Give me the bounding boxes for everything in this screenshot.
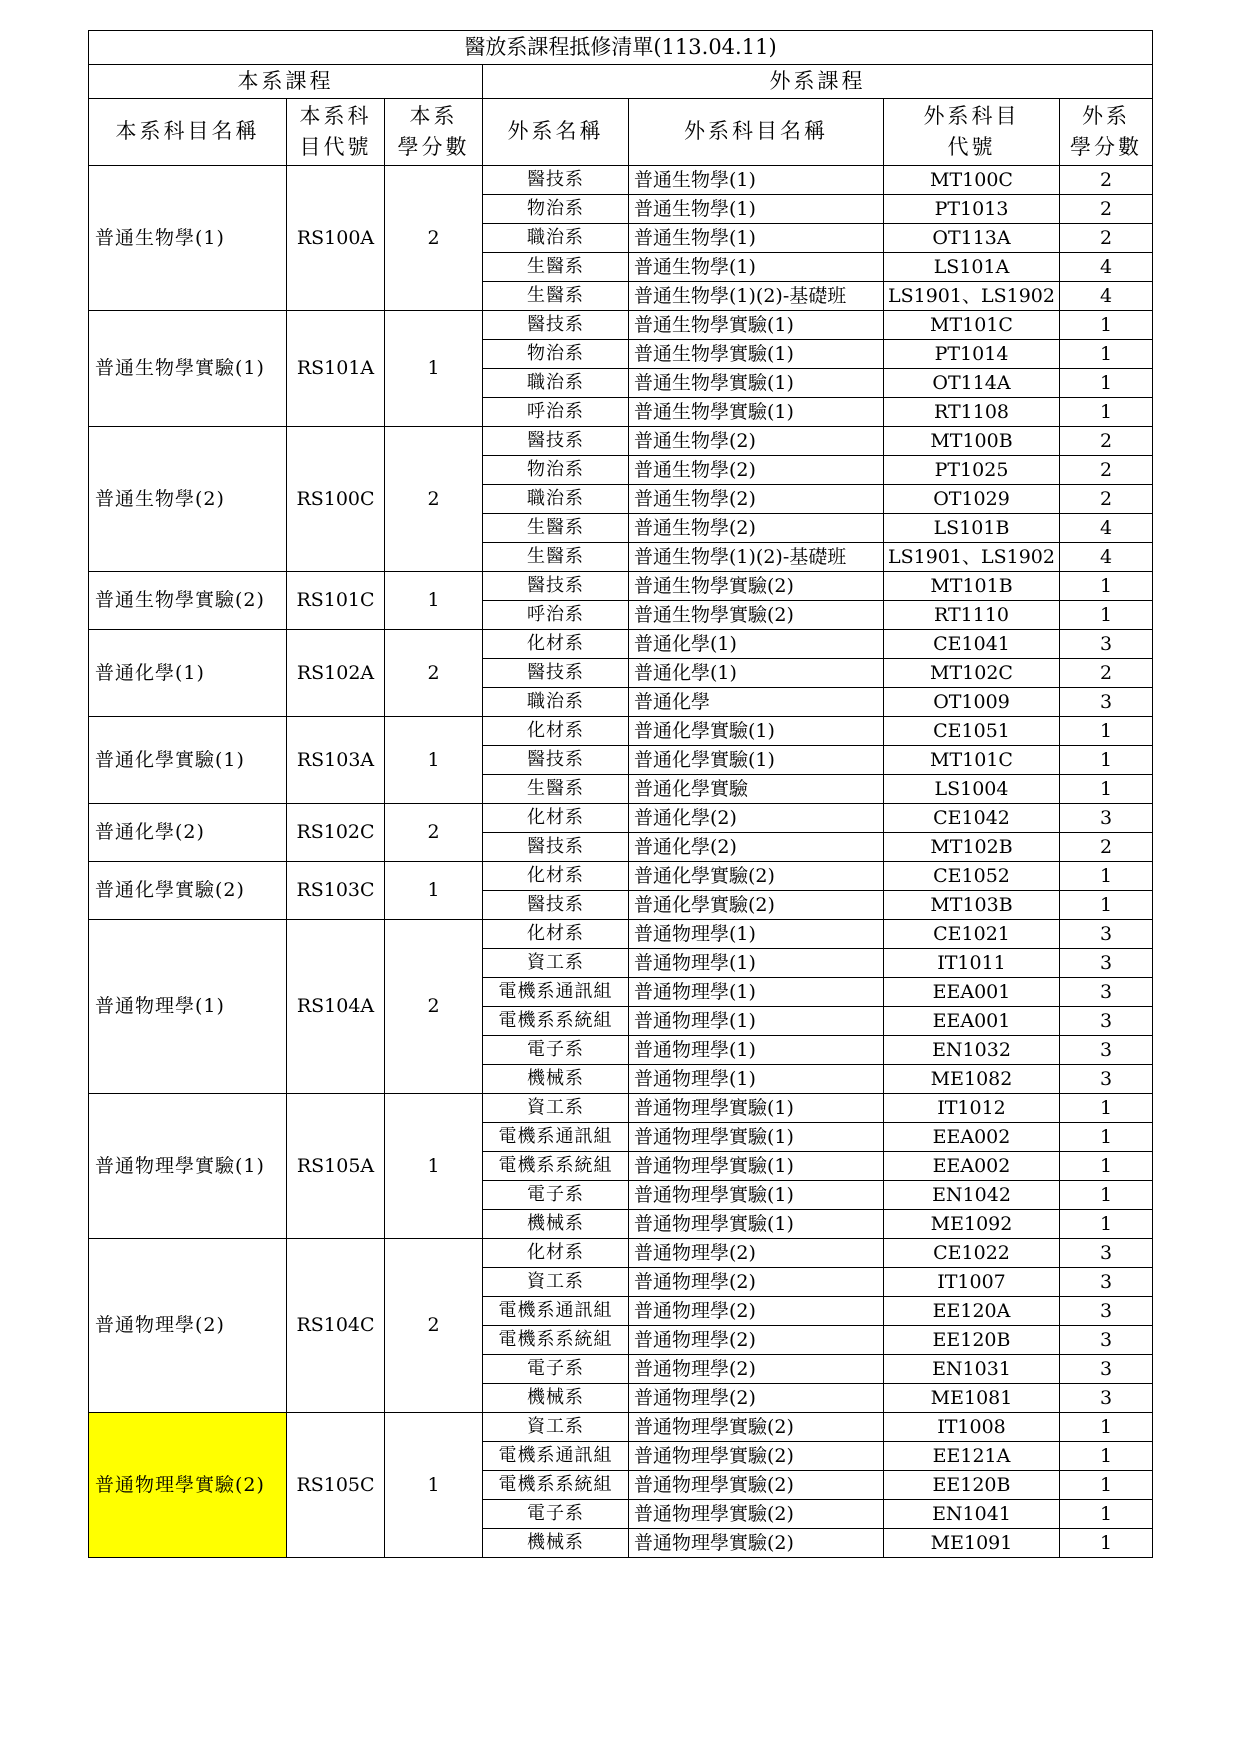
foreign-course-credits: 1 (1060, 746, 1153, 775)
foreign-course-name: 普通物理學實驗(2) (629, 1529, 884, 1558)
own-course-code: RS101A (287, 311, 385, 427)
foreign-department: 電機系系統組 (483, 1326, 629, 1355)
foreign-course-code: CE1041 (884, 630, 1060, 659)
foreign-course-code: IT1011 (884, 949, 1060, 978)
foreign-course-name: 普通物理學實驗(2) (629, 1500, 884, 1529)
foreign-department: 醫技系 (483, 427, 629, 456)
foreign-course-code: EEA002 (884, 1152, 1060, 1181)
header-foreign-course-code (884, 99, 1060, 166)
foreign-department: 化材系 (483, 630, 629, 659)
foreign-course-code: IT1012 (884, 1094, 1060, 1123)
foreign-department: 資工系 (483, 1094, 629, 1123)
foreign-course-name: 普通生物學(2) (629, 427, 884, 456)
foreign-course-code: EN1032 (884, 1036, 1060, 1065)
own-course-code: RS104C (287, 1239, 385, 1413)
foreign-course-code: EE121A (884, 1442, 1060, 1471)
foreign-department: 電機系系統組 (483, 1471, 629, 1500)
foreign-course-name: 普通生物學實驗(1) (629, 398, 884, 427)
foreign-department: 電機系通訊組 (483, 1123, 629, 1152)
foreign-department: 生醫系 (483, 253, 629, 282)
foreign-course-code: CE1042 (884, 804, 1060, 833)
foreign-department: 電子系 (483, 1500, 629, 1529)
own-course-code: RS103A (287, 717, 385, 804)
table-row (89, 1413, 1153, 1442)
foreign-course-credits: 1 (1060, 311, 1153, 340)
foreign-department: 機械系 (483, 1210, 629, 1239)
foreign-course-credits: 1 (1060, 717, 1153, 746)
foreign-course-name: 普通生物學(1) (629, 253, 884, 282)
own-course-credits: 2 (385, 804, 483, 862)
own-course-credits: 2 (385, 1239, 483, 1413)
foreign-course-credits: 1 (1060, 1181, 1153, 1210)
foreign-course-code: OT113A (884, 224, 1060, 253)
table-row (89, 717, 1153, 746)
foreign-department: 生醫系 (483, 514, 629, 543)
foreign-department: 生醫系 (483, 282, 629, 311)
foreign-department: 電子系 (483, 1355, 629, 1384)
foreign-course-code: MT101C (884, 746, 1060, 775)
foreign-course-credits: 1 (1060, 1210, 1153, 1239)
own-course-credits: 2 (385, 920, 483, 1094)
foreign-course-credits: 3 (1060, 920, 1153, 949)
foreign-course-name: 普通物理學(1) (629, 1065, 884, 1094)
header-own-credits (385, 99, 483, 166)
table-row (89, 311, 1153, 340)
foreign-course-code: EE120A (884, 1297, 1060, 1326)
foreign-department: 職治系 (483, 485, 629, 514)
header-own-code-line1: 本系科 (299, 103, 372, 128)
own-course-name: 普通物理學實驗(1) (89, 1094, 287, 1239)
foreign-course-code: LS101B (884, 514, 1060, 543)
course-equivalence-table (88, 30, 1153, 1558)
foreign-course-credits: 2 (1060, 456, 1153, 485)
foreign-course-credits: 3 (1060, 1355, 1153, 1384)
own-course-code: RS102C (287, 804, 385, 862)
foreign-course-name: 普通物理學(2) (629, 1384, 884, 1413)
foreign-course-name: 普通生物學(1) (629, 224, 884, 253)
foreign-course-code: ME1081 (884, 1384, 1060, 1413)
foreign-course-name: 普通物理學(2) (629, 1268, 884, 1297)
foreign-course-name: 普通化學實驗(2) (629, 891, 884, 920)
foreign-course-code: MT103B (884, 891, 1060, 920)
foreign-course-credits: 2 (1060, 659, 1153, 688)
foreign-course-code: ME1091 (884, 1529, 1060, 1558)
foreign-course-code: RT1108 (884, 398, 1060, 427)
foreign-course-name: 普通生物學(2) (629, 456, 884, 485)
foreign-course-name: 普通生物學實驗(2) (629, 572, 884, 601)
own-course-code: RS101C (287, 572, 385, 630)
foreign-course-code: IT1007 (884, 1268, 1060, 1297)
header-own-credit-line1: 本系 (409, 103, 458, 128)
own-course-name: 普通物理學(2) (89, 1239, 287, 1413)
foreign-course-credits: 1 (1060, 891, 1153, 920)
foreign-department: 醫技系 (483, 833, 629, 862)
own-course-name: 普通生物學實驗(2) (89, 572, 287, 630)
foreign-department: 物治系 (483, 195, 629, 224)
foreign-courses-group-header: 外系課程 (483, 65, 1153, 99)
foreign-course-name: 普通物理學(1) (629, 1007, 884, 1036)
foreign-course-name: 普通生物學(2) (629, 485, 884, 514)
foreign-course-code: EE120B (884, 1471, 1060, 1500)
foreign-course-credits: 1 (1060, 369, 1153, 398)
own-course-code: RS103C (287, 862, 385, 920)
foreign-course-credits: 3 (1060, 630, 1153, 659)
foreign-course-credits: 3 (1060, 1297, 1153, 1326)
foreign-course-credits: 2 (1060, 166, 1153, 195)
own-course-name: 普通生物學(2) (89, 427, 287, 572)
header-foreign-code-line1: 外系科目 (923, 103, 1020, 128)
foreign-course-code: CE1052 (884, 862, 1060, 891)
foreign-course-code: EN1042 (884, 1181, 1060, 1210)
foreign-course-name: 普通化學(1) (629, 630, 884, 659)
foreign-course-code: MT102C (884, 659, 1060, 688)
own-course-name: 普通物理學(1) (89, 920, 287, 1094)
foreign-course-credits: 1 (1060, 1529, 1153, 1558)
foreign-department: 電機系系統組 (483, 1007, 629, 1036)
table-body (89, 166, 1153, 1558)
foreign-course-name: 普通生物學(1)(2)-基礎班 (629, 282, 884, 311)
foreign-department: 化材系 (483, 804, 629, 833)
table-title: 醫放系課程抵修清單(113.04.11) (89, 31, 1153, 65)
foreign-course-credits: 1 (1060, 775, 1153, 804)
foreign-course-credits: 1 (1060, 340, 1153, 369)
foreign-course-credits: 4 (1060, 543, 1153, 572)
foreign-course-name: 普通物理學(1) (629, 920, 884, 949)
own-course-code: RS102A (287, 630, 385, 717)
foreign-department: 電機系通訊組 (483, 1297, 629, 1326)
foreign-course-credits: 4 (1060, 253, 1153, 282)
foreign-course-credits: 3 (1060, 1036, 1153, 1065)
foreign-course-credits: 1 (1060, 1152, 1153, 1181)
foreign-course-credits: 3 (1060, 1065, 1153, 1094)
own-courses-group-header: 本系課程 (89, 65, 483, 99)
foreign-course-credits: 3 (1060, 1239, 1153, 1268)
foreign-course-code: CE1051 (884, 717, 1060, 746)
header-foreign-code-line2: 代號 (947, 135, 996, 159)
foreign-course-name: 普通物理學(1) (629, 978, 884, 1007)
table-row (89, 804, 1153, 833)
foreign-course-code: LS1004 (884, 775, 1060, 804)
foreign-course-name: 普通物理學實驗(1) (629, 1123, 884, 1152)
foreign-course-code: PT1014 (884, 340, 1060, 369)
foreign-course-name: 普通物理學(2) (629, 1239, 884, 1268)
foreign-department: 呼治系 (483, 601, 629, 630)
own-course-code: RS105A (287, 1094, 385, 1239)
own-course-credits: 1 (385, 1413, 483, 1558)
foreign-course-credits: 1 (1060, 1442, 1153, 1471)
foreign-department: 醫技系 (483, 746, 629, 775)
own-course-credits: 1 (385, 1094, 483, 1239)
foreign-course-name: 普通物理學(2) (629, 1326, 884, 1355)
foreign-course-code: LS101A (884, 253, 1060, 282)
foreign-course-code: MT101B (884, 572, 1060, 601)
foreign-course-code: LS1901、LS1902 (884, 282, 1060, 311)
foreign-course-code: OT1009 (884, 688, 1060, 717)
table-row (89, 862, 1153, 891)
foreign-course-name: 普通生物學實驗(1) (629, 311, 884, 340)
foreign-course-credits: 3 (1060, 1007, 1153, 1036)
foreign-department: 電機系通訊組 (483, 978, 629, 1007)
foreign-course-code: EEA001 (884, 1007, 1060, 1036)
foreign-course-credits: 1 (1060, 398, 1153, 427)
own-course-credits: 2 (385, 427, 483, 572)
foreign-course-code: EN1041 (884, 1500, 1060, 1529)
foreign-department: 醫技系 (483, 659, 629, 688)
foreign-department: 醫技系 (483, 572, 629, 601)
own-course-name: 普通化學實驗(1) (89, 717, 287, 804)
own-course-name: 普通化學(1) (89, 630, 287, 717)
header-foreign-credit-line2: 學分數 (1070, 135, 1143, 159)
foreign-course-name: 普通化學實驗(1) (629, 746, 884, 775)
foreign-course-credits: 4 (1060, 514, 1153, 543)
foreign-course-name: 普通生物學實驗(1) (629, 369, 884, 398)
foreign-course-name: 普通物理學實驗(1) (629, 1210, 884, 1239)
foreign-course-name: 普通化學實驗(1) (629, 717, 884, 746)
foreign-course-code: OT114A (884, 369, 1060, 398)
foreign-department: 化材系 (483, 920, 629, 949)
foreign-course-code: MT100B (884, 427, 1060, 456)
foreign-department: 電機系通訊組 (483, 1442, 629, 1471)
foreign-course-credits: 2 (1060, 224, 1153, 253)
foreign-course-credits: 2 (1060, 485, 1153, 514)
foreign-course-name: 普通物理學實驗(1) (629, 1152, 884, 1181)
foreign-course-credits: 1 (1060, 601, 1153, 630)
table-row (89, 630, 1153, 659)
foreign-course-code: PT1025 (884, 456, 1060, 485)
foreign-course-code: MT100C (884, 166, 1060, 195)
foreign-course-code: EEA001 (884, 978, 1060, 1007)
foreign-course-name: 普通物理學(1) (629, 1036, 884, 1065)
foreign-course-credits: 2 (1060, 833, 1153, 862)
foreign-department: 物治系 (483, 456, 629, 485)
foreign-course-name: 普通物理學實驗(2) (629, 1442, 884, 1471)
foreign-course-code: MT101C (884, 311, 1060, 340)
own-course-credits: 2 (385, 166, 483, 311)
foreign-course-name: 普通物理學實驗(2) (629, 1413, 884, 1442)
own-course-name: 普通生物學實驗(1) (89, 311, 287, 427)
foreign-department: 電子系 (483, 1036, 629, 1065)
header-own-credit-line2: 學分數 (397, 135, 470, 159)
table-row (89, 572, 1153, 601)
foreign-department: 機械系 (483, 1529, 629, 1558)
foreign-course-code: EE120B (884, 1326, 1060, 1355)
foreign-course-credits: 4 (1060, 282, 1153, 311)
foreign-course-credits: 3 (1060, 804, 1153, 833)
foreign-course-name: 普通物理學實驗(2) (629, 1471, 884, 1500)
foreign-course-code: ME1082 (884, 1065, 1060, 1094)
foreign-department: 醫技系 (483, 891, 629, 920)
foreign-department: 化材系 (483, 862, 629, 891)
table-row (89, 1239, 1153, 1268)
foreign-course-name: 普通物理學(2) (629, 1297, 884, 1326)
foreign-department: 醫技系 (483, 311, 629, 340)
foreign-course-name: 普通化學(1) (629, 659, 884, 688)
own-course-name: 普通生物學(1) (89, 166, 287, 311)
foreign-course-credits: 3 (1060, 949, 1153, 978)
foreign-course-name: 普通生物學(1) (629, 166, 884, 195)
foreign-course-credits: 1 (1060, 1471, 1153, 1500)
own-course-credits: 1 (385, 572, 483, 630)
foreign-course-name: 普通生物學(2) (629, 514, 884, 543)
foreign-department: 物治系 (483, 340, 629, 369)
header-foreign-department: 外系名稱 (483, 99, 629, 166)
foreign-course-code: MT102B (884, 833, 1060, 862)
own-course-code: RS104A (287, 920, 385, 1094)
table-row (89, 920, 1153, 949)
foreign-department: 職治系 (483, 688, 629, 717)
foreign-course-code: OT1029 (884, 485, 1060, 514)
own-course-code: RS100C (287, 427, 385, 572)
foreign-department: 生醫系 (483, 775, 629, 804)
foreign-department: 電機系系統組 (483, 1152, 629, 1181)
header-foreign-credits (1060, 99, 1153, 166)
foreign-course-credits: 3 (1060, 978, 1153, 1007)
foreign-course-name: 普通化學實驗 (629, 775, 884, 804)
foreign-course-credits: 3 (1060, 1268, 1153, 1297)
foreign-course-name: 普通物理學(2) (629, 1355, 884, 1384)
foreign-department: 電子系 (483, 1181, 629, 1210)
document-page (88, 30, 1152, 1558)
own-course-code: RS100A (287, 166, 385, 311)
foreign-course-code: PT1013 (884, 195, 1060, 224)
foreign-course-code: ME1092 (884, 1210, 1060, 1239)
foreign-course-name: 普通化學(2) (629, 833, 884, 862)
foreign-course-name: 普通生物學(1) (629, 195, 884, 224)
own-course-name: 普通物理學實驗(2) (89, 1413, 287, 1558)
foreign-course-name: 普通化學(2) (629, 804, 884, 833)
foreign-course-name: 普通化學 (629, 688, 884, 717)
foreign-course-credits: 1 (1060, 862, 1153, 891)
own-course-credits: 1 (385, 862, 483, 920)
foreign-course-credits: 1 (1060, 1413, 1153, 1442)
foreign-course-code: RT1110 (884, 601, 1060, 630)
own-course-credits: 1 (385, 717, 483, 804)
own-course-name: 普通化學實驗(2) (89, 862, 287, 920)
foreign-course-name: 普通化學實驗(2) (629, 862, 884, 891)
foreign-department: 化材系 (483, 1239, 629, 1268)
foreign-course-name: 普通物理學(1) (629, 949, 884, 978)
foreign-course-credits: 1 (1060, 1094, 1153, 1123)
foreign-course-name: 普通物理學實驗(1) (629, 1181, 884, 1210)
foreign-department: 資工系 (483, 1413, 629, 1442)
foreign-department: 職治系 (483, 369, 629, 398)
foreign-course-code: IT1008 (884, 1413, 1060, 1442)
foreign-course-name: 普通生物學(1)(2)-基礎班 (629, 543, 884, 572)
header-own-course-code (287, 99, 385, 166)
foreign-course-name: 普通生物學實驗(2) (629, 601, 884, 630)
foreign-department: 化材系 (483, 717, 629, 746)
foreign-department: 醫技系 (483, 166, 629, 195)
foreign-department: 資工系 (483, 1268, 629, 1297)
foreign-course-code: EEA002 (884, 1123, 1060, 1152)
foreign-course-credits: 1 (1060, 572, 1153, 601)
table-row (89, 166, 1153, 195)
own-course-credits: 1 (385, 311, 483, 427)
header-own-code-line2: 目代號 (299, 135, 372, 159)
foreign-course-credits: 1 (1060, 1500, 1153, 1529)
table-row (89, 427, 1153, 456)
foreign-department: 機械系 (483, 1384, 629, 1413)
foreign-department: 職治系 (483, 224, 629, 253)
header-own-course-name: 本系科目名稱 (89, 99, 287, 166)
foreign-course-credits: 3 (1060, 1384, 1153, 1413)
foreign-department: 機械系 (483, 1065, 629, 1094)
foreign-course-code: CE1021 (884, 920, 1060, 949)
foreign-course-credits: 1 (1060, 1123, 1153, 1152)
header-foreign-course-name: 外系科目名稱 (629, 99, 884, 166)
foreign-course-credits: 2 (1060, 427, 1153, 456)
own-course-code: RS105C (287, 1413, 385, 1558)
foreign-department: 生醫系 (483, 543, 629, 572)
foreign-course-code: EN1031 (884, 1355, 1060, 1384)
header-foreign-credit-line1: 外系 (1082, 103, 1131, 128)
own-course-credits: 2 (385, 630, 483, 717)
own-course-name: 普通化學(2) (89, 804, 287, 862)
foreign-course-name: 普通物理學實驗(1) (629, 1094, 884, 1123)
table-row (89, 1094, 1153, 1123)
foreign-course-name: 普通生物學實驗(1) (629, 340, 884, 369)
foreign-department: 資工系 (483, 949, 629, 978)
foreign-course-code: LS1901、LS1902 (884, 543, 1060, 572)
foreign-course-credits: 3 (1060, 688, 1153, 717)
foreign-course-credits: 2 (1060, 195, 1153, 224)
foreign-course-code: CE1022 (884, 1239, 1060, 1268)
foreign-department: 呼治系 (483, 398, 629, 427)
foreign-course-credits: 3 (1060, 1326, 1153, 1355)
